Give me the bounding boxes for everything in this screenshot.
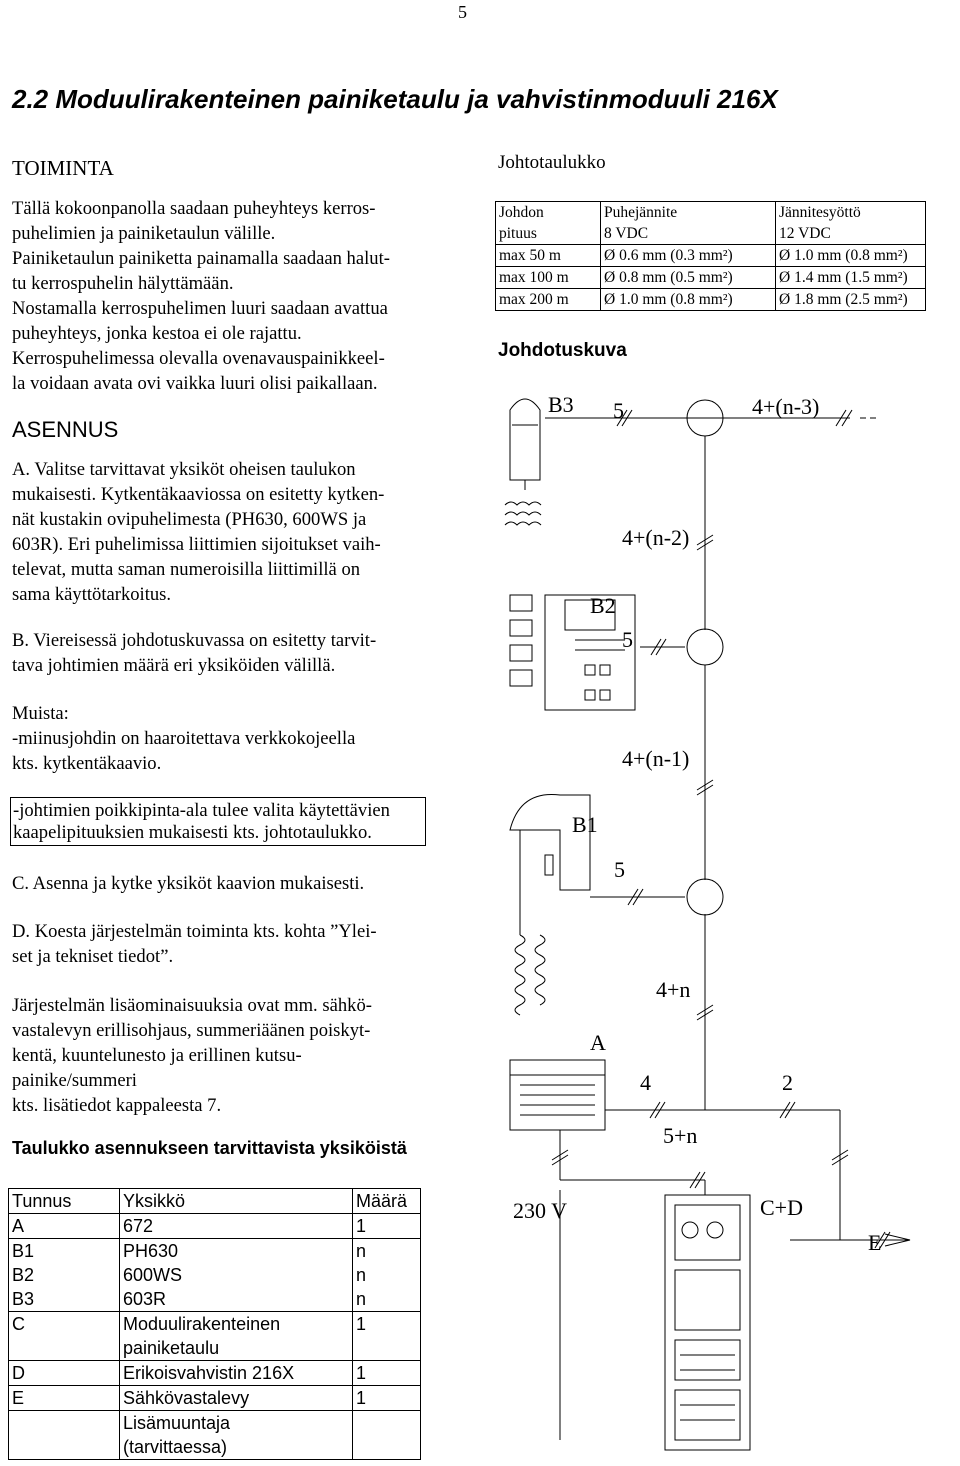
- table-row: [496, 289, 926, 311]
- table-cell: Ø 0.8 mm (0.5 mm²): [601, 267, 776, 289]
- text-line: kaapelipituuksien mukaisesti kts. johtotaulukko.: [13, 822, 372, 843]
- table-cell: max 100 m: [496, 267, 601, 289]
- table-cell: Ø 1.0 mm (0.8 mm²): [776, 245, 926, 267]
- top-wire-count: 4+(n-3): [752, 394, 820, 419]
- text-line: la voidaan avata ovi vaikka luuri olisi paikallaan.: [12, 373, 378, 394]
- units-table: [8, 1188, 421, 1460]
- boxed-note: [10, 797, 426, 846]
- text-line: mukaisesti. Kytkentäkaaviossa on esitetty kytken-: [12, 484, 385, 505]
- table-cell: D: [9, 1361, 120, 1386]
- text-line: painike/summeri: [12, 1070, 137, 1091]
- text-line: vastalevyn erillisohjaus, summeriäänen poiskyt-: [12, 1020, 371, 1041]
- table-row: [496, 267, 926, 289]
- table-cell: Ø 1.0 mm (0.8 mm²): [601, 289, 776, 311]
- table-cell: Ø 0.6 mm (0.3 mm²): [601, 245, 776, 267]
- b3-cord-icon: [505, 502, 541, 525]
- text-line: Tällä kokoonpanolla saadaan puheyhteys kerros-: [12, 198, 376, 219]
- table-cell: Ø 1.8 mm (2.5 mm²): [776, 289, 926, 311]
- b3-label: B3: [548, 392, 574, 417]
- b1-label: B1: [572, 812, 598, 837]
- table-cell: C: [9, 1312, 120, 1361]
- n1-wire-count: 4+(n-1): [622, 746, 690, 771]
- wiring-diagram: [490, 380, 950, 1460]
- table-header-cell: Jännitesyöttö 12 VDC: [776, 202, 926, 245]
- heading-toiminta: TOIMINTA: [12, 156, 114, 180]
- text-line: D. Koesta järjestelmän toiminta kts. kohta ”Ylei-: [12, 921, 377, 942]
- text-line: -miinusjohdin on haaroitettava verkkokojeella: [12, 728, 356, 749]
- table-row: [9, 1239, 421, 1312]
- b2-label: B2: [590, 593, 616, 618]
- table-header-row: [496, 202, 926, 245]
- cable-table: [495, 201, 926, 311]
- text-line: kentä, kuuntelunesto ja erillinen kutsu-: [12, 1045, 302, 1066]
- a-label: A: [590, 1030, 606, 1055]
- table-cell: n n n: [353, 1239, 421, 1312]
- table-row: [9, 1361, 421, 1386]
- table-cell: E: [9, 1386, 120, 1411]
- text-line: tu kerrospuhelin hälyttämään.: [12, 273, 234, 294]
- n-wire-count: 4+n: [656, 977, 691, 1002]
- text-line: 603R). Eri puhelimissa liittimien sijoitukset vaih-: [12, 534, 381, 555]
- table-cell: Sähkövastalevy: [120, 1386, 353, 1411]
- text-line: puhelimien ja painiketaulun välille.: [12, 223, 276, 244]
- text-line: Nostamalla kerrospuhelimen luuri saadaan avattua: [12, 298, 388, 319]
- a-right-wire-count: 2: [782, 1070, 793, 1095]
- table-cell: Moduulirakenteinen painiketaulu: [120, 1312, 353, 1361]
- table-cell: PH630 600WS 603R: [120, 1239, 353, 1312]
- table-cell: 1: [353, 1312, 421, 1361]
- table-row: [496, 245, 926, 267]
- text-line: puheyhteys, jonka kestoa ei ole rajattu.: [12, 323, 302, 344]
- table-cell: 1: [353, 1214, 421, 1239]
- table-header-row: [9, 1189, 421, 1214]
- wire-count-marks: [552, 410, 890, 1248]
- table-row: [9, 1386, 421, 1411]
- table-cell: B1 B2 B3: [9, 1239, 120, 1312]
- wiring-lines: [545, 418, 910, 1440]
- page-title: 2.2 Moduulirakenteinen painiketaulu ja vahvistinmoduuli 216X: [12, 84, 778, 114]
- table-cell: [353, 1411, 421, 1460]
- muista-note: [12, 701, 355, 776]
- step-b: [12, 628, 376, 678]
- units-table-heading: Taulukko asennukseen tarvittavista yksiköistä: [12, 1138, 407, 1158]
- step-c: C. Asenna ja kytke yksiköt kaavion mukaisesti.: [12, 873, 365, 894]
- b2-wire-count: 5: [622, 627, 633, 652]
- toiminta-paragraph: [12, 196, 390, 396]
- text-line: -johtimien poikkipinta-ala tulee valita käytettävien: [13, 800, 390, 821]
- text-line: Painiketaulun painiketta painamalla saadaan halut-: [12, 248, 390, 269]
- table-cell: max 50 m: [496, 245, 601, 267]
- step-d: [12, 919, 377, 969]
- text-line: tava johtimien määrä eri yksiköiden välillä.: [12, 655, 336, 676]
- table-row: [9, 1214, 421, 1239]
- text-line: televat, mutta saman numeroisilla liittimillä on: [12, 559, 361, 580]
- table-cell: max 200 m: [496, 289, 601, 311]
- heading-asennus: ASENNUS: [12, 417, 119, 442]
- step-a: [12, 457, 384, 607]
- table-cell: [9, 1411, 120, 1460]
- text-line: B. Viereisessä johdotuskuvassa on esitetty tarvit-: [12, 630, 377, 651]
- n2-wire-count: 4+(n-2): [622, 525, 690, 550]
- table-header-cell: Johdon pituus: [496, 202, 601, 245]
- extras-paragraph: [12, 993, 372, 1118]
- a-transformer-icon: [510, 1060, 605, 1130]
- page-number: 5: [458, 2, 467, 22]
- table-cell: 1: [353, 1386, 421, 1411]
- text-line: Muista:: [12, 703, 69, 724]
- b2-phone-icon: [510, 595, 635, 710]
- table-row: [9, 1312, 421, 1361]
- text-line: sama käyttötarkoitus.: [12, 584, 172, 605]
- table-cell: Ø 1.4 mm (1.5 mm²): [776, 267, 926, 289]
- table-row: [9, 1411, 421, 1460]
- table-header-cell: Puhejännite 8 VDC: [601, 202, 776, 245]
- e-label: E: [868, 1230, 882, 1255]
- text-line: kts. kytkentäkaavio.: [12, 753, 162, 774]
- b1-wire-count: 5: [614, 857, 625, 882]
- table-header-cell: Tunnus: [9, 1189, 120, 1214]
- b3-handset-icon: [510, 399, 540, 490]
- table-cell: Erikoisvahvistin 216X: [120, 1361, 353, 1386]
- cable-table-heading: Johtotaulukko: [498, 152, 606, 173]
- text-line: nät kustakin ovipuhelimesta (PH630, 600WS ja: [12, 509, 367, 530]
- text-line: kts. lisätiedot kappaleesta 7.: [12, 1095, 222, 1116]
- text-line: A. Valitse tarvittavat yksiköt oheisen taulukon: [12, 459, 356, 480]
- table-cell: 672: [120, 1214, 353, 1239]
- bottom-wire-count: 5+n: [663, 1123, 698, 1148]
- b3-wire-count: 5: [613, 398, 624, 423]
- table-cell: Lisämuuntaja (tarvittaessa): [120, 1411, 353, 1460]
- table-header-cell: Määrä: [353, 1189, 421, 1214]
- text-line: Kerrospuhelimessa olevalla ovenavauspainikkeel-: [12, 348, 385, 369]
- text-line: set ja tekniset tiedot”.: [12, 946, 174, 967]
- table-header-cell: Yksikkö: [120, 1189, 353, 1214]
- text-line: Järjestelmän lisäominaisuuksia ovat mm. sähkö-: [12, 995, 372, 1016]
- junction-circle: [687, 879, 723, 915]
- junction-circle: [687, 629, 723, 665]
- button-panel-icon: [665, 1195, 750, 1450]
- table-cell: 1: [353, 1361, 421, 1386]
- cd-label: C+D: [760, 1195, 803, 1220]
- mains-label: 230 V: [513, 1198, 567, 1223]
- wiring-diagram-heading: Johdotuskuva: [498, 340, 627, 361]
- table-cell: A: [9, 1214, 120, 1239]
- a-left-wire-count: 4: [640, 1070, 651, 1095]
